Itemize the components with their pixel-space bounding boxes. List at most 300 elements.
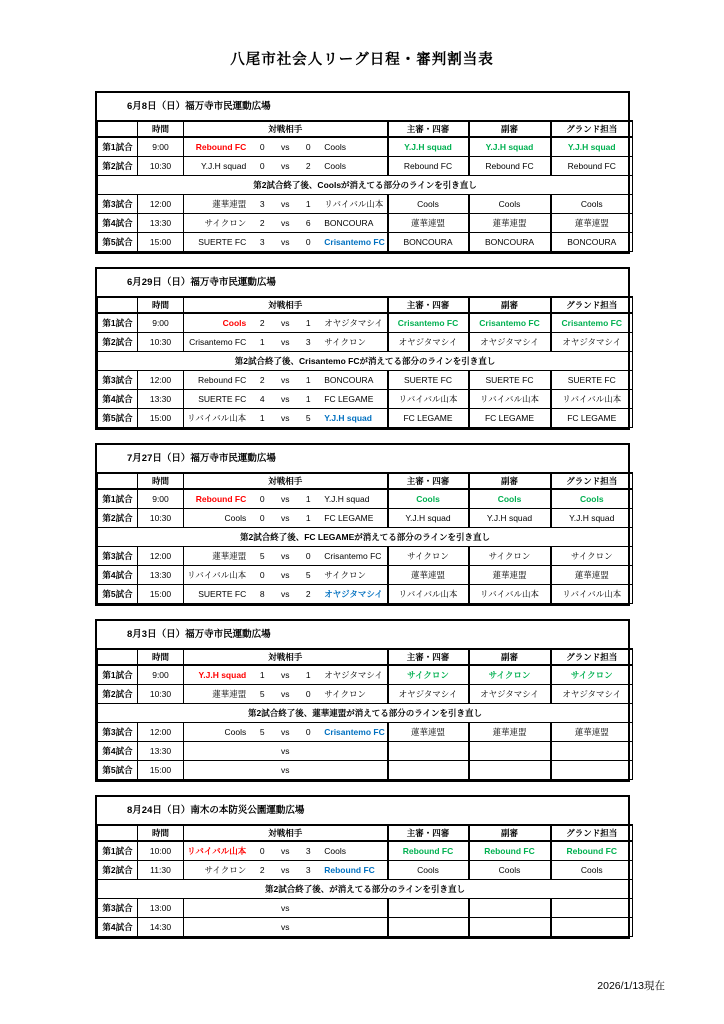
schedule-table — [97, 472, 633, 604]
away-score: 5 — [305, 570, 311, 580]
col-header-time: 時間 — [138, 649, 184, 665]
matchup-layout — [184, 864, 387, 876]
corner-cell — [98, 649, 138, 665]
matchup-cell — [184, 313, 388, 333]
home-team: リバイバル山本 — [187, 570, 247, 580]
away-score: 1 — [305, 394, 311, 404]
match-row — [98, 899, 633, 918]
col-header-time: 時間 — [138, 297, 184, 313]
time-cell: 15:00 — [138, 233, 184, 252]
match-row — [98, 214, 633, 233]
away-team: Crisantemo FC — [324, 727, 385, 737]
assistant-referee-cell: SUERTE FC — [469, 371, 551, 390]
assistant-referee-cell: 蓮華連盟 — [469, 566, 551, 585]
ground-duty-cell: Y.J.H squad — [551, 137, 633, 157]
ground-duty-cell: 蓮華連盟 — [551, 566, 633, 585]
vs-label: vs — [281, 337, 290, 347]
match-label-cell: 第2試合 — [98, 509, 138, 528]
header-row — [98, 473, 633, 489]
vs-label: vs — [281, 394, 290, 404]
matchup-layout — [184, 237, 387, 247]
referee-cell: リバイバル山本 — [388, 585, 469, 604]
home-team: リバイバル山本 — [187, 413, 247, 423]
referee-cell: Rebound FC — [388, 157, 469, 176]
assistant-referee-cell: Rebound FC — [469, 157, 551, 176]
matchup-layout — [184, 317, 387, 329]
match-row — [98, 371, 633, 390]
note-row — [98, 352, 633, 371]
time-cell: 13:30 — [138, 566, 184, 585]
section-date-header: 6月29日（日）福万寺市民運動広場 — [127, 277, 276, 288]
assistant-referee-cell: サイクロン — [469, 665, 551, 685]
matchup-layout — [184, 845, 387, 857]
home-team: SUERTE FC — [198, 394, 247, 404]
note-text: 第2試合終了後、FC LEGAMEが消えてる部分のラインを引き直し — [98, 528, 633, 547]
away-team: BONCOURA — [324, 375, 374, 385]
vs-label: vs — [281, 318, 290, 328]
corner-cell — [98, 121, 138, 137]
col-header-referee: 主審・四審 — [388, 649, 469, 665]
match-row — [98, 742, 633, 761]
ground-duty-cell: FC LEGAME — [551, 409, 633, 428]
home-score: 0 — [259, 570, 265, 580]
col-header-matchup: 対戦相手 — [184, 649, 388, 665]
home-team: Cools — [222, 318, 247, 328]
match-label-cell: 第3試合 — [98, 195, 138, 214]
header-row — [98, 825, 633, 841]
match-label-cell: 第4試合 — [98, 566, 138, 585]
home-score: 5 — [259, 551, 265, 561]
assistant-referee-cell: オヤジタマシイ — [469, 685, 551, 704]
col-header-matchup: 対戦相手 — [184, 121, 388, 137]
time-cell: 10:30 — [138, 509, 184, 528]
vs-label: vs — [281, 865, 290, 875]
matchup-cell — [184, 723, 388, 742]
schedule-section — [95, 795, 630, 939]
time-cell: 9:00 — [138, 489, 184, 509]
col-header-matchup: 対戦相手 — [184, 825, 388, 841]
referee-cell: サイクロン — [388, 547, 469, 566]
time-cell: 10:00 — [138, 841, 184, 861]
assistant-referee-cell: Cools — [469, 195, 551, 214]
home-team: SUERTE FC — [198, 589, 247, 599]
away-team: オヤジタマシイ — [324, 670, 383, 680]
col-header-time: 時間 — [138, 473, 184, 489]
away-score: 5 — [305, 413, 311, 423]
referee-cell: リバイバル山本 — [388, 390, 469, 409]
vs-label: vs — [281, 513, 290, 523]
matchup-cell — [184, 137, 388, 157]
time-cell: 12:00 — [138, 723, 184, 742]
matchup-cell — [184, 665, 388, 685]
matchup-layout — [184, 688, 387, 700]
match-label-cell: 第1試合 — [98, 665, 138, 685]
away-team: Cools — [324, 846, 346, 856]
away-team: オヤジタマシイ — [324, 589, 383, 599]
away-team: サイクロン — [324, 570, 366, 580]
match-row — [98, 685, 633, 704]
vs-label: vs — [281, 218, 290, 228]
note-text: 第2試合終了後、蓮華連盟が消えてる部分のラインを引き直し — [98, 704, 633, 723]
vs-label: vs — [281, 903, 290, 913]
matchup-cell — [184, 547, 388, 566]
note-row — [98, 880, 633, 899]
away-score: 1 — [305, 318, 311, 328]
referee-cell: Cools — [388, 489, 469, 509]
matchup-cell — [184, 390, 388, 409]
home-score: 0 — [259, 142, 265, 152]
home-team: 蓮華連盟 — [212, 551, 247, 561]
referee-cell: サイクロン — [388, 665, 469, 685]
matchup-cell — [184, 841, 388, 861]
ground-duty-cell: Cools — [551, 195, 633, 214]
ground-duty-cell: Cools — [551, 489, 633, 509]
matchup-cell — [184, 742, 388, 761]
col-header-matchup: 対戦相手 — [184, 473, 388, 489]
match-label-cell: 第4試合 — [98, 918, 138, 937]
vs-label: vs — [281, 727, 290, 737]
matchup-cell — [184, 861, 388, 880]
home-team: リバイバル山本 — [187, 846, 247, 856]
away-score: 0 — [305, 237, 311, 247]
away-team: オヤジタマシイ — [324, 318, 383, 328]
away-team: Rebound FC — [324, 865, 375, 875]
away-score: 3 — [305, 846, 311, 856]
match-row — [98, 509, 633, 528]
referee-cell: BONCOURA — [388, 233, 469, 252]
matchup-layout — [184, 375, 387, 385]
time-cell: 15:00 — [138, 761, 184, 780]
matchup-cell — [184, 233, 388, 252]
col-header-referee: 主審・四審 — [388, 473, 469, 489]
match-label-cell: 第4試合 — [98, 390, 138, 409]
matchup-cell — [184, 333, 388, 352]
match-label-cell: 第3試合 — [98, 899, 138, 918]
away-team: Cools — [324, 161, 346, 171]
col-header-time: 時間 — [138, 825, 184, 841]
ground-duty-cell: BONCOURA — [551, 233, 633, 252]
referee-cell — [388, 761, 469, 780]
referee-cell — [388, 742, 469, 761]
ground-duty-cell: Crisantemo FC — [551, 313, 633, 333]
schedule-section — [95, 619, 630, 782]
matchup-layout — [184, 198, 387, 210]
ground-duty-cell — [551, 761, 633, 780]
section-date-header: 6月8日（日）福万寺市民運動広場 — [127, 101, 271, 112]
referee-cell: Cools — [388, 861, 469, 880]
col-header-time: 時間 — [138, 121, 184, 137]
vs-label: vs — [281, 570, 290, 580]
assistant-referee-cell — [469, 918, 551, 937]
home-score: 0 — [259, 513, 265, 523]
match-row — [98, 233, 633, 252]
ground-duty-cell: オヤジタマシイ — [551, 333, 633, 352]
matchup-cell — [184, 761, 388, 780]
col-header-referee: 主審・四審 — [388, 297, 469, 313]
home-team: Y.J.H squad — [198, 670, 247, 680]
time-cell: 13:30 — [138, 742, 184, 761]
match-row — [98, 547, 633, 566]
matchup-cell — [184, 585, 388, 604]
match-label-cell: 第5試合 — [98, 409, 138, 428]
note-row — [98, 176, 633, 195]
matchup-layout — [184, 336, 387, 348]
ground-duty-cell — [551, 742, 633, 761]
vs-label: vs — [281, 746, 290, 756]
referee-cell: 蓮華連盟 — [388, 723, 469, 742]
time-cell: 12:00 — [138, 371, 184, 390]
home-team: Cools — [224, 727, 247, 737]
as-of-date: 2026/1/13現在 — [597, 980, 665, 992]
ground-duty-cell: リバイバル山本 — [551, 585, 633, 604]
matchup-cell — [184, 918, 388, 937]
home-score: 1 — [259, 670, 265, 680]
match-label-cell: 第5試合 — [98, 233, 138, 252]
away-score: 2 — [305, 161, 311, 171]
referee-cell — [388, 899, 469, 918]
matchup-layout — [184, 569, 387, 581]
matchup-cell — [184, 685, 388, 704]
time-cell: 14:30 — [138, 918, 184, 937]
home-team: サイクロン — [204, 865, 247, 875]
time-cell: 10:30 — [138, 685, 184, 704]
vs-label: vs — [281, 413, 290, 423]
matchup-layout — [184, 550, 387, 562]
home-score: 2 — [259, 218, 265, 228]
ground-duty-cell — [551, 918, 633, 937]
time-cell: 12:00 — [138, 547, 184, 566]
match-row — [98, 390, 633, 409]
note-row — [98, 528, 633, 547]
away-score: 0 — [305, 551, 311, 561]
matchup-layout — [184, 903, 387, 913]
matchup-layout — [184, 765, 387, 775]
vs-label: vs — [281, 375, 290, 385]
matchup-cell — [184, 409, 388, 428]
match-label-cell: 第3試合 — [98, 547, 138, 566]
time-cell: 9:00 — [138, 313, 184, 333]
note-text: 第2試合終了後、Coolsが消えてる部分のラインを引き直し — [98, 176, 633, 195]
home-score: 5 — [259, 727, 265, 737]
ground-duty-cell: 蓮華連盟 — [551, 723, 633, 742]
home-team: サイクロン — [204, 218, 247, 228]
away-score: 3 — [305, 337, 311, 347]
ground-duty-cell — [551, 899, 633, 918]
away-score: 6 — [305, 218, 311, 228]
section-date-header: 8月24日（日）南木の本防災公園運動広場 — [127, 805, 305, 816]
match-label-cell: 第3試合 — [98, 371, 138, 390]
col-header-matchup: 対戦相手 — [184, 297, 388, 313]
home-team: Cools — [224, 513, 247, 523]
away-team: Crisantemo FC — [324, 551, 382, 561]
schedule-table — [97, 824, 633, 937]
match-label-cell: 第2試合 — [98, 685, 138, 704]
matchup-layout — [184, 412, 387, 424]
ground-duty-cell: サイクロン — [551, 547, 633, 566]
away-team: サイクロン — [324, 337, 366, 347]
ground-duty-cell: SUERTE FC — [551, 371, 633, 390]
home-team: 蓮華連盟 — [212, 199, 247, 209]
vs-label: vs — [281, 237, 290, 247]
matchup-layout — [184, 217, 387, 229]
match-label-cell: 第4試合 — [98, 214, 138, 233]
time-cell: 10:30 — [138, 333, 184, 352]
schedule-table — [97, 120, 633, 252]
match-row — [98, 333, 633, 352]
col-header-ground: グランド担当 — [551, 473, 633, 489]
away-score: 0 — [305, 689, 311, 699]
vs-label: vs — [281, 494, 290, 504]
matchup-cell — [184, 566, 388, 585]
schedule-sections-container — [95, 91, 630, 939]
away-score: 0 — [305, 142, 311, 152]
referee-cell: オヤジタマシイ — [388, 333, 469, 352]
home-score: 1 — [259, 413, 265, 423]
match-row — [98, 585, 633, 604]
away-score: 1 — [305, 494, 311, 504]
home-team: Rebound FC — [198, 375, 247, 385]
assistant-referee-cell: Y.J.H squad — [469, 137, 551, 157]
match-label-cell: 第1試合 — [98, 841, 138, 861]
referee-cell: Cools — [388, 195, 469, 214]
match-row — [98, 409, 633, 428]
assistant-referee-cell: オヤジタマシイ — [469, 333, 551, 352]
match-label-cell: 第1試合 — [98, 137, 138, 157]
match-label-cell: 第1試合 — [98, 313, 138, 333]
time-cell: 15:00 — [138, 409, 184, 428]
col-header-assistant: 副審 — [469, 825, 551, 841]
ground-duty-cell: 蓮華連盟 — [551, 214, 633, 233]
schedule-section — [95, 91, 630, 254]
ground-duty-cell: Rebound FC — [551, 841, 633, 861]
assistant-referee-cell: Cools — [469, 861, 551, 880]
note-text: 第2試合終了後、Crisantemo FCが消えてる部分のラインを引き直し — [98, 352, 633, 371]
ground-duty-cell: オヤジタマシイ — [551, 685, 633, 704]
matchup-cell — [184, 899, 388, 918]
col-header-assistant: 副審 — [469, 121, 551, 137]
assistant-referee-cell — [469, 761, 551, 780]
match-row — [98, 861, 633, 880]
matchup-cell — [184, 157, 388, 176]
schedule-table — [97, 648, 633, 780]
vs-label: vs — [281, 161, 290, 171]
match-row — [98, 137, 633, 157]
vs-label: vs — [281, 670, 290, 680]
match-row — [98, 761, 633, 780]
referee-cell: Y.J.H squad — [388, 509, 469, 528]
note-text: 第2試合終了後、が消えてる部分のラインを引き直し — [98, 880, 633, 899]
home-score: 0 — [259, 494, 265, 504]
assistant-referee-cell: Rebound FC — [469, 841, 551, 861]
col-header-assistant: 副審 — [469, 297, 551, 313]
note-row — [98, 704, 633, 723]
home-score: 5 — [259, 689, 265, 699]
time-cell: 12:00 — [138, 195, 184, 214]
matchup-layout — [184, 588, 387, 600]
vs-label: vs — [281, 765, 290, 775]
home-score: 3 — [259, 237, 265, 247]
matchup-cell — [184, 509, 388, 528]
col-header-assistant: 副審 — [469, 649, 551, 665]
matchup-layout — [184, 922, 387, 932]
assistant-referee-cell: Crisantemo FC — [469, 313, 551, 333]
col-header-ground: グランド担当 — [551, 825, 633, 841]
ground-duty-cell: Y.J.H squad — [551, 509, 633, 528]
time-cell: 9:00 — [138, 665, 184, 685]
time-cell: 13:30 — [138, 390, 184, 409]
corner-cell — [98, 825, 138, 841]
schedule-table — [97, 296, 633, 428]
away-score: 3 — [305, 865, 311, 875]
match-row — [98, 841, 633, 861]
away-score: 1 — [305, 199, 311, 209]
assistant-referee-cell: リバイバル山本 — [469, 585, 551, 604]
page-title: 八尾市社会人リーグ日程・審判割当表 — [230, 52, 494, 68]
home-score: 1 — [259, 337, 265, 347]
away-team: リバイバル山本 — [324, 199, 384, 209]
col-header-ground: グランド担当 — [551, 649, 633, 665]
matchup-layout — [184, 394, 387, 404]
time-cell: 10:30 — [138, 157, 184, 176]
match-label-cell: 第2試合 — [98, 333, 138, 352]
section-date-header: 8月3日（日）福万寺市民運動広場 — [127, 629, 271, 640]
match-label-cell: 第3試合 — [98, 723, 138, 742]
time-cell: 9:00 — [138, 137, 184, 157]
vs-label: vs — [281, 689, 290, 699]
col-header-ground: グランド担当 — [551, 121, 633, 137]
match-row — [98, 566, 633, 585]
matchup-cell — [184, 214, 388, 233]
time-cell: 11:30 — [138, 861, 184, 880]
referee-cell: オヤジタマシイ — [388, 685, 469, 704]
matchup-layout — [184, 161, 387, 171]
referee-cell: Crisantemo FC — [388, 313, 469, 333]
away-score: 1 — [305, 670, 311, 680]
time-cell: 13:00 — [138, 899, 184, 918]
vs-label: vs — [281, 922, 290, 932]
referee-cell: Rebound FC — [388, 841, 469, 861]
col-header-referee: 主審・四審 — [388, 825, 469, 841]
ground-duty-cell: Rebound FC — [551, 157, 633, 176]
assistant-referee-cell — [469, 742, 551, 761]
away-score: 1 — [305, 513, 311, 523]
schedule-section — [95, 267, 630, 430]
time-cell: 13:30 — [138, 214, 184, 233]
header-row — [98, 297, 633, 313]
col-header-referee: 主審・四審 — [388, 121, 469, 137]
match-row — [98, 195, 633, 214]
away-score: 2 — [305, 589, 311, 599]
referee-cell: FC LEGAME — [388, 409, 469, 428]
home-score: 2 — [259, 865, 265, 875]
away-team: Y.J.H squad — [324, 494, 370, 504]
vs-label: vs — [281, 199, 290, 209]
home-team: SUERTE FC — [198, 237, 247, 247]
time-cell: 15:00 — [138, 585, 184, 604]
away-team: BONCOURA — [324, 218, 374, 228]
home-score: 2 — [259, 375, 265, 385]
matchup-cell — [184, 371, 388, 390]
match-label-cell: 第5試合 — [98, 761, 138, 780]
match-row — [98, 665, 633, 685]
match-row — [98, 723, 633, 742]
vs-label: vs — [281, 589, 290, 599]
matchup-layout — [184, 746, 387, 756]
ground-duty-cell: サイクロン — [551, 665, 633, 685]
match-label-cell: 第2試合 — [98, 157, 138, 176]
corner-cell — [98, 473, 138, 489]
away-team: Crisantemo FC — [324, 237, 385, 247]
